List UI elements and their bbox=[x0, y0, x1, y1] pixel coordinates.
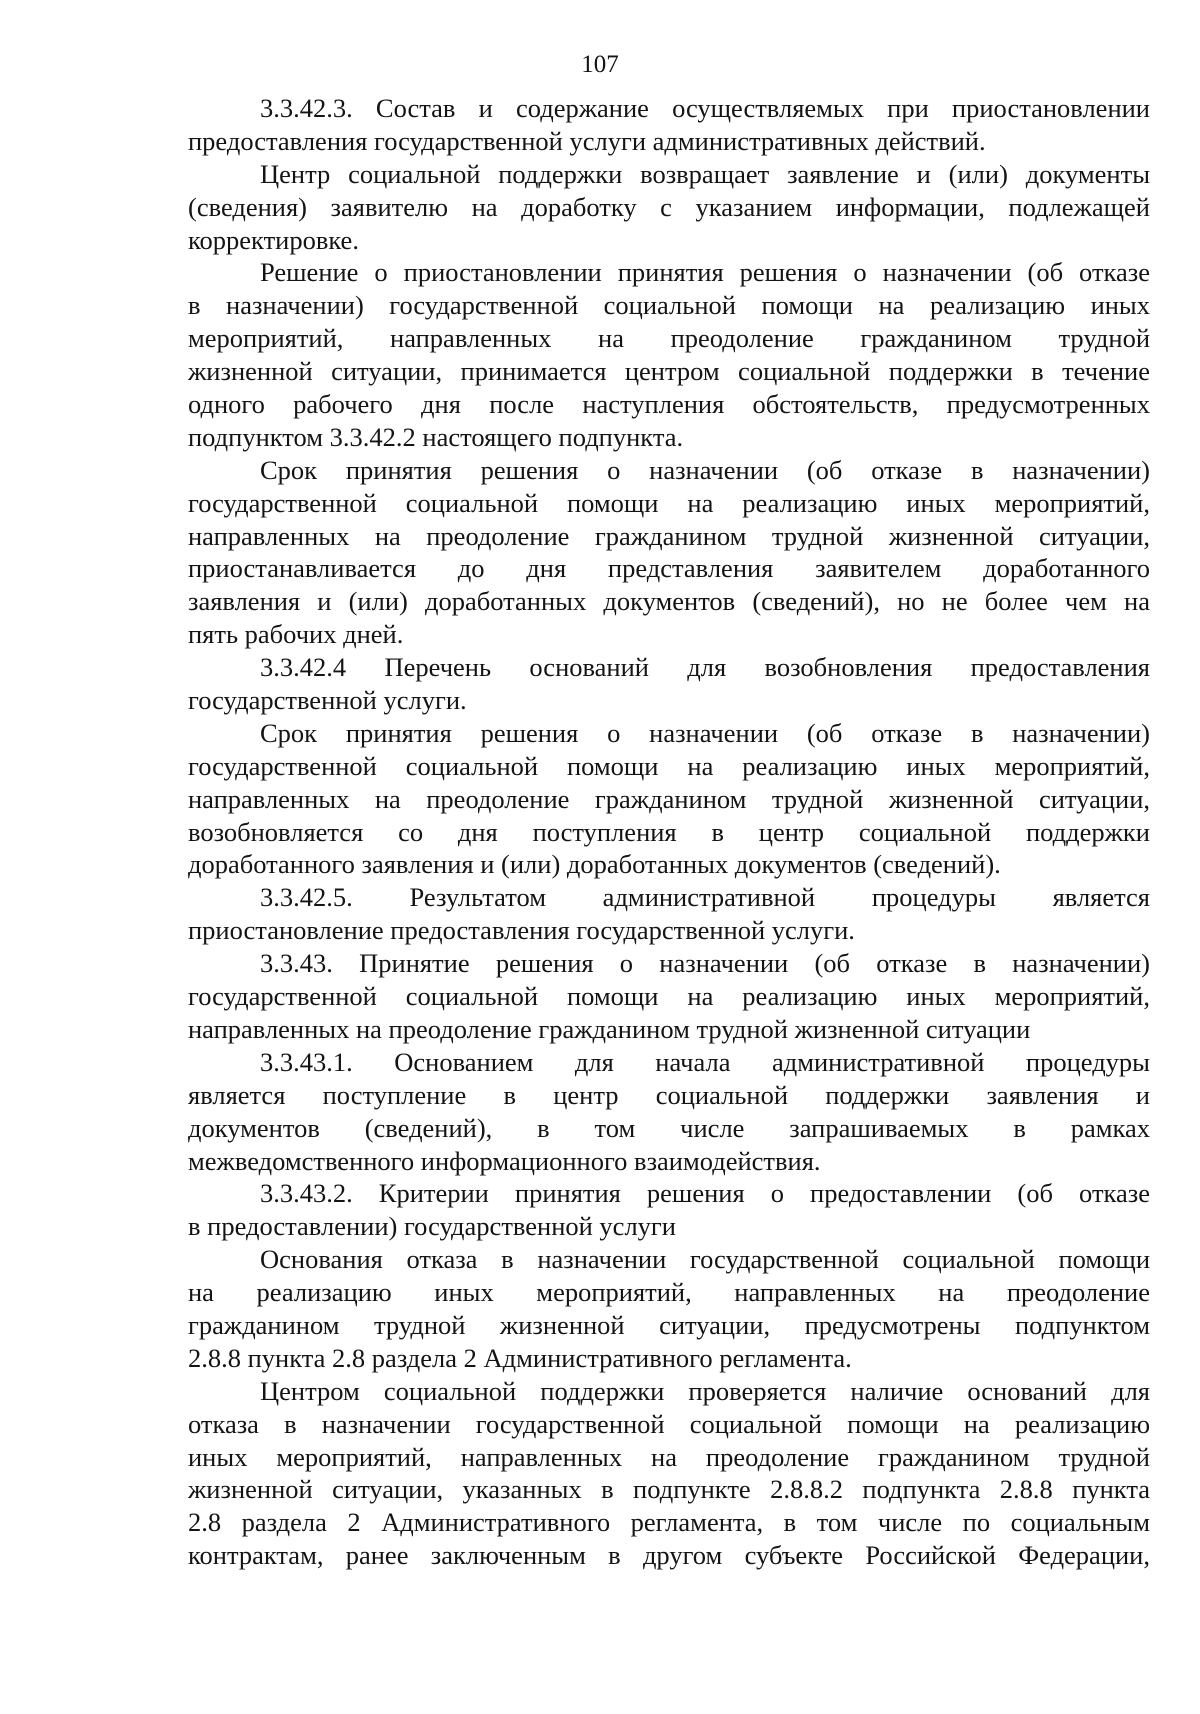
paragraph-3-3-42-5 bbox=[188, 881, 1150, 947]
text-line: государственной социальной помощи на реализацию иных мероприятий, bbox=[188, 981, 1150, 1012]
paragraph-suspension-decision bbox=[188, 256, 1150, 453]
text-line: 3.3.42.3. Состав и содержание осуществляемых при приостановлении bbox=[260, 93, 1150, 123]
text-line: жизненной ситуации, указанных в подпункте 2.8.8.2 подпункта 2.8.8 пункта bbox=[188, 1474, 1150, 1505]
paragraph-return-documents bbox=[188, 158, 1150, 257]
text-line: доработанного заявления и (или) доработанных документов (сведений). bbox=[188, 849, 1001, 880]
text-line: жизненной ситуации, принимается центром социальной поддержки в течение bbox=[188, 356, 1150, 387]
text-line: 2.8 раздела 2 Административного регламента, в том числе по социальным bbox=[188, 1507, 1150, 1538]
paragraph-3-3-42-3 bbox=[188, 92, 1150, 158]
paragraph-3-3-43-2 bbox=[188, 1177, 1150, 1243]
text-line: направленных на преодоление гражданином трудной жизненной ситуации, bbox=[188, 783, 1150, 814]
text-line: государственной социальной помощи на реализацию иных мероприятий, bbox=[188, 487, 1150, 518]
paragraph-refusal-grounds bbox=[188, 1243, 1150, 1375]
text-line: в назначении) государственной социальной помощи на реализацию иных bbox=[188, 290, 1150, 321]
paragraph-3-3-42-4 bbox=[188, 651, 1150, 717]
text-line: 3.3.42.4 Перечень оснований для возобновления предоставления bbox=[260, 652, 1150, 683]
text-line: направленных на преодоление гражданином трудной жизненной ситуации bbox=[188, 1013, 1031, 1044]
text-line: приостанавливается до дня представления заявителем доработанного bbox=[188, 553, 1150, 584]
text-line: заявления и (или) доработанных документов (сведений), но не более чем на bbox=[188, 586, 1150, 617]
text-line: контрактам, ранее заключенным в другом субъекте Российской Федерации, bbox=[188, 1540, 1150, 1571]
page-number: 107 bbox=[581, 51, 619, 78]
text-line: одного рабочего дня после наступления обстоятельств, предусмотренных bbox=[188, 389, 1150, 420]
text-line: Центр социальной поддержки возвращает заявление и (или) документы bbox=[260, 158, 1150, 189]
text-line: документов (сведений), в том числе запрашиваемых в рамках bbox=[188, 1112, 1150, 1143]
text-line: гражданином трудной жизненной ситуации, предусмотрены подпунктом bbox=[188, 1309, 1150, 1340]
text-line: межведомственного информационного взаимодействия. bbox=[188, 1145, 821, 1176]
text-line: 3.3.43. Принятие решения о назначении (об отказе в назначении) bbox=[260, 948, 1150, 979]
text-line: возобновляется со дня поступления в центр социальной поддержки bbox=[188, 816, 1150, 847]
text-line: иных мероприятий, направленных на преодоление гражданином трудной bbox=[188, 1441, 1150, 1472]
text-line: пять рабочих дней. bbox=[188, 619, 404, 650]
text-line: 3.3.43.1. Основанием для начала административной процедуры bbox=[260, 1046, 1150, 1077]
text-line: направленных на преодоление гражданином трудной жизненной ситуации, bbox=[188, 520, 1150, 551]
text-line: отказа в назначении государственной социальной помощи на реализацию bbox=[188, 1408, 1150, 1439]
paragraph-resumption-term bbox=[188, 717, 1150, 881]
text-line: Основания отказа в назначении государственной социальной помощи bbox=[260, 1244, 1150, 1275]
text-line: Решение о приостановлении принятия решения о назначении (об отказе bbox=[260, 257, 1150, 288]
document-body bbox=[188, 92, 1150, 1572]
text-line: 3.3.43.2. Критерии принятия решения о предоставлении (об отказе bbox=[260, 1178, 1150, 1209]
text-line: государственной услуги. bbox=[188, 685, 467, 716]
text-line: (сведения) заявителю на доработку с указанием информации, подлежащей bbox=[188, 191, 1150, 222]
text-line: Центром социальной поддержки проверяется наличие оснований для bbox=[260, 1375, 1150, 1406]
text-line: в предоставлении) государственной услуги bbox=[188, 1211, 676, 1242]
text-line: подпунктом 3.3.42.2 настоящего подпункта. bbox=[188, 421, 684, 452]
text-line: предоставления государственной услуги административных действий. bbox=[188, 125, 986, 156]
text-line: мероприятий, направленных на преодоление гражданином трудной bbox=[188, 323, 1150, 354]
text-line: 2.8.8 пункта 2.8 раздела 2 Административного регламента. bbox=[188, 1342, 852, 1373]
text-line: приостановление предоставления государственной услуги. bbox=[188, 915, 855, 946]
paragraph-grounds-check bbox=[188, 1375, 1150, 1572]
paragraph-suspension-term bbox=[188, 454, 1150, 651]
text-line: Срок принятия решения о назначении (об отказе в назначении) bbox=[260, 454, 1150, 485]
text-line: Срок принятия решения о назначении (об отказе в назначении) bbox=[260, 717, 1150, 748]
text-line: государственной социальной помощи на реализацию иных мероприятий, bbox=[188, 750, 1150, 781]
text-line: корректировке. bbox=[188, 224, 359, 255]
paragraph-3-3-43-1 bbox=[188, 1046, 1150, 1178]
paragraph-3-3-43 bbox=[188, 947, 1150, 1046]
text-line: на реализацию иных мероприятий, направленных на преодоление bbox=[188, 1277, 1150, 1308]
text-line: 3.3.42.5. Результатом административной процедуры является bbox=[260, 882, 1150, 913]
text-line: является поступление в центр социальной поддержки заявления и bbox=[188, 1079, 1150, 1110]
